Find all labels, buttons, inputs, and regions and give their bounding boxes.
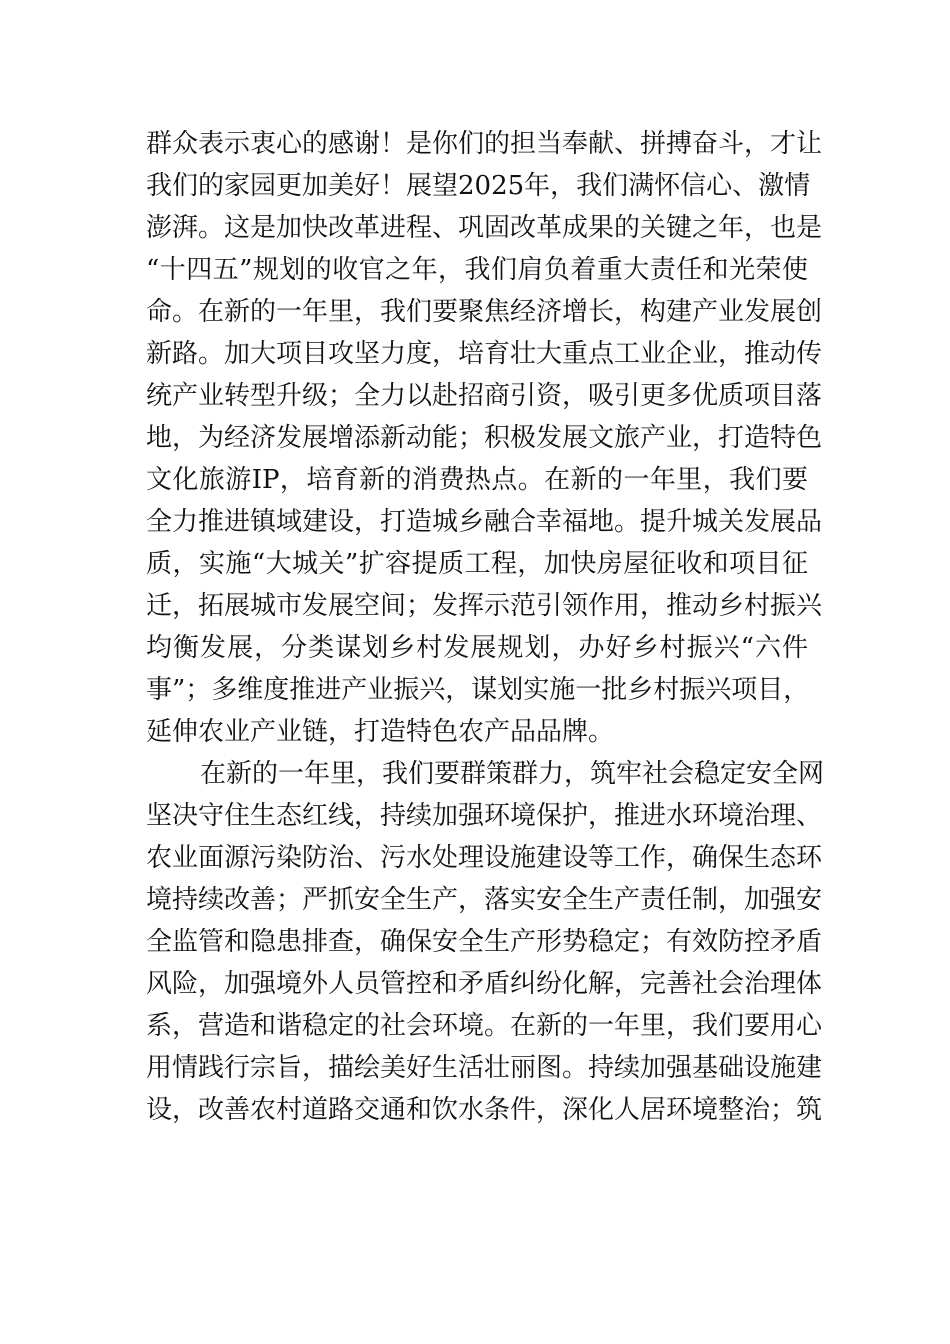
paragraph-2 <box>146 753 825 1131</box>
paragraph-1 <box>146 123 823 753</box>
text-line: 在新的一年里，我们要群策群力，筑牢社会稳定安全网 <box>200 759 825 789</box>
text-line: 境持续改善；严抓安全生产，落实安全生产责任制，加强安 <box>146 885 823 915</box>
text-line: 澎湃。这是加快改革进程、巩固改革成果的关键之年，也是 <box>146 213 823 243</box>
text-line: “十四五”规划的收官之年，我们肩负着重大责任和光荣使 <box>146 255 808 285</box>
text-line: 设，改善农村道路交通和饮水条件，深化人居环境整治；筑 <box>146 1095 823 1125</box>
text-line: 风险，加强境外人员管控和矛盾纠纷化解，完善社会治理体 <box>146 969 823 999</box>
text-line: 迁，拓展城市发展空间；发挥示范引领作用，推动乡村振兴 <box>146 591 823 621</box>
text-line: 事”；多维度推进产业振兴，谋划实施一批乡村振兴项目， <box>146 675 810 705</box>
text-line: 文化旅游IP，培育新的消费热点。在新的一年里，我们要 <box>146 465 808 495</box>
text-line: 命。在新的一年里，我们要聚焦经济增长，构建产业发展创 <box>146 297 823 327</box>
text-line: 用情践行宗旨，描绘美好生活壮丽图。持续加强基础设施建 <box>146 1053 823 1083</box>
text-line: 系，营造和谐稳定的社会环境。在新的一年里，我们要用心 <box>146 1011 823 1041</box>
text-line: 全力推进镇域建设，打造城乡融合幸福地。提升城关发展品 <box>146 507 823 537</box>
text-line: 坚决守住生态红线，持续加强环境保护，推进水环境治理、 <box>146 801 823 831</box>
text-line: 延伸农业产业链，打造特色农产品品牌。 <box>146 717 615 747</box>
text-line: 地，为经济发展增添新动能；积极发展文旅产业，打造特色 <box>146 423 823 453</box>
text-line: 全监管和隐患排查，确保安全生产形势稳定；有效防控矛盾 <box>146 927 823 957</box>
body-text <box>146 123 825 1131</box>
text-line: 新路。加大项目攻坚力度，培育壮大重点工业企业，推动传 <box>146 339 823 369</box>
text-line: 群众表示衷心的感谢！是你们的担当奉献、拼搏奋斗，才让 <box>146 129 823 159</box>
text-line: 我们的家园更加美好！展望2025年，我们满怀信心、激情 <box>146 171 811 201</box>
text-line: 统产业转型升级；全力以赴招商引资，吸引更多优质项目落 <box>146 381 823 411</box>
text-line: 质，实施“大城关”扩容提质工程，加快房屋征收和项目征 <box>146 549 808 579</box>
text-line: 农业面源污染防治、污水处理设施建设等工作，确保生态环 <box>146 843 823 873</box>
text-line: 均衡发展，分类谋划乡村发展规划，办好乡村振兴“六件 <box>146 633 808 663</box>
